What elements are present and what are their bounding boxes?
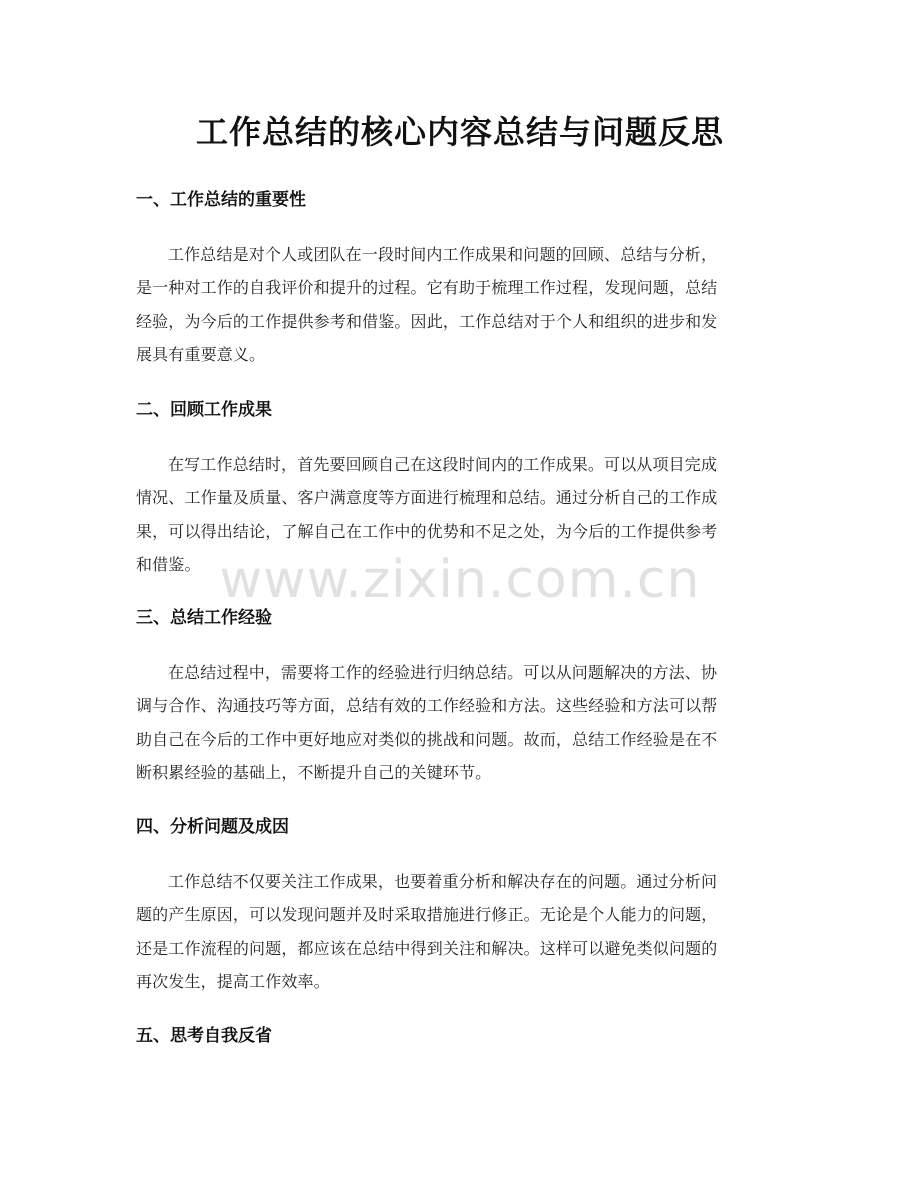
paragraph-line: 调与合作、沟通技巧等方面，总结有效的工作经验和方法。这些经验和方法可以帮: [136, 696, 718, 716]
section-paragraph: [136, 865, 786, 998]
section-review-results: [136, 396, 786, 581]
section-analyze-problems: [136, 813, 786, 998]
section-heading: 一、工作总结的重要性: [136, 190, 306, 210]
paragraph-line: 情况、工作量及质量、客户满意度等方面进行梳理和总结。通过分析自己的工作成: [136, 488, 718, 508]
paragraph-line: 展具有重要意义。: [136, 344, 266, 364]
watermark: www.zixin.com.cn: [219, 550, 701, 610]
paragraph-line: 在总结过程中，需要将工作的经验进行归纳总结。可以从问题解决的方法、协: [168, 663, 718, 682]
paragraph-line: 助自己在今后的工作中更好地应对类似的挑战和问题。故而，总结工作经验是在不: [136, 729, 718, 749]
paragraph-line: 工作总结不仅要关注工作成果，也要着重分析和解决存在的问题。通过分析问: [168, 872, 718, 891]
section-paragraph: [136, 238, 786, 371]
paragraph-line: 再次发生，提高工作效率。: [136, 971, 330, 991]
section-summarize-experience: [136, 604, 786, 789]
section-heading: 四、分析问题及成因: [136, 817, 289, 837]
section-heading: 五、思考自我反省: [136, 1026, 272, 1046]
paragraph-line: 在写工作总结时，首先要回顾自己在这段时间内的工作成果。可以从项目完成: [168, 455, 718, 474]
section-paragraph: [136, 448, 786, 581]
paragraph-line: 题的产生原因，可以发现问题并及时采取措施进行修正。无论是个人能力的问题，: [136, 905, 718, 925]
paragraph-line: 经验，为今后的工作提供参考和借鉴。因此，工作总结对于个人和组织的进步和发: [136, 311, 718, 331]
paragraph-line: 还是工作流程的问题，都应该在总结中得到关注和解决。这样可以避免类似问题的: [136, 938, 718, 958]
paragraph-line: 工作总结是对个人或团队在一段时间内工作成果和问题的回顾、总结与分析，: [168, 245, 718, 264]
paragraph-line: 和借鉴。: [136, 554, 201, 574]
paragraph-line: 断积累经验的基础上，不断提升自己的关键环节。: [136, 762, 492, 782]
paragraph-line: 是一种对工作的自我评价和提升的过程。它有助于梳理工作过程，发现问题，总结: [136, 278, 718, 298]
page-title: 工作总结的核心内容总结与问题反思: [195, 113, 724, 151]
section-self-reflection: [136, 1022, 786, 1050]
section-heading: 三、总结工作经验: [136, 608, 272, 628]
section-heading: 二、回顾工作成果: [136, 400, 272, 420]
section-paragraph: [136, 656, 786, 789]
paragraph-line: 果，可以得出结论，了解自己在工作中的优势和不足之处，为今后的工作提供参考: [136, 521, 718, 541]
section-importance: [136, 186, 786, 371]
